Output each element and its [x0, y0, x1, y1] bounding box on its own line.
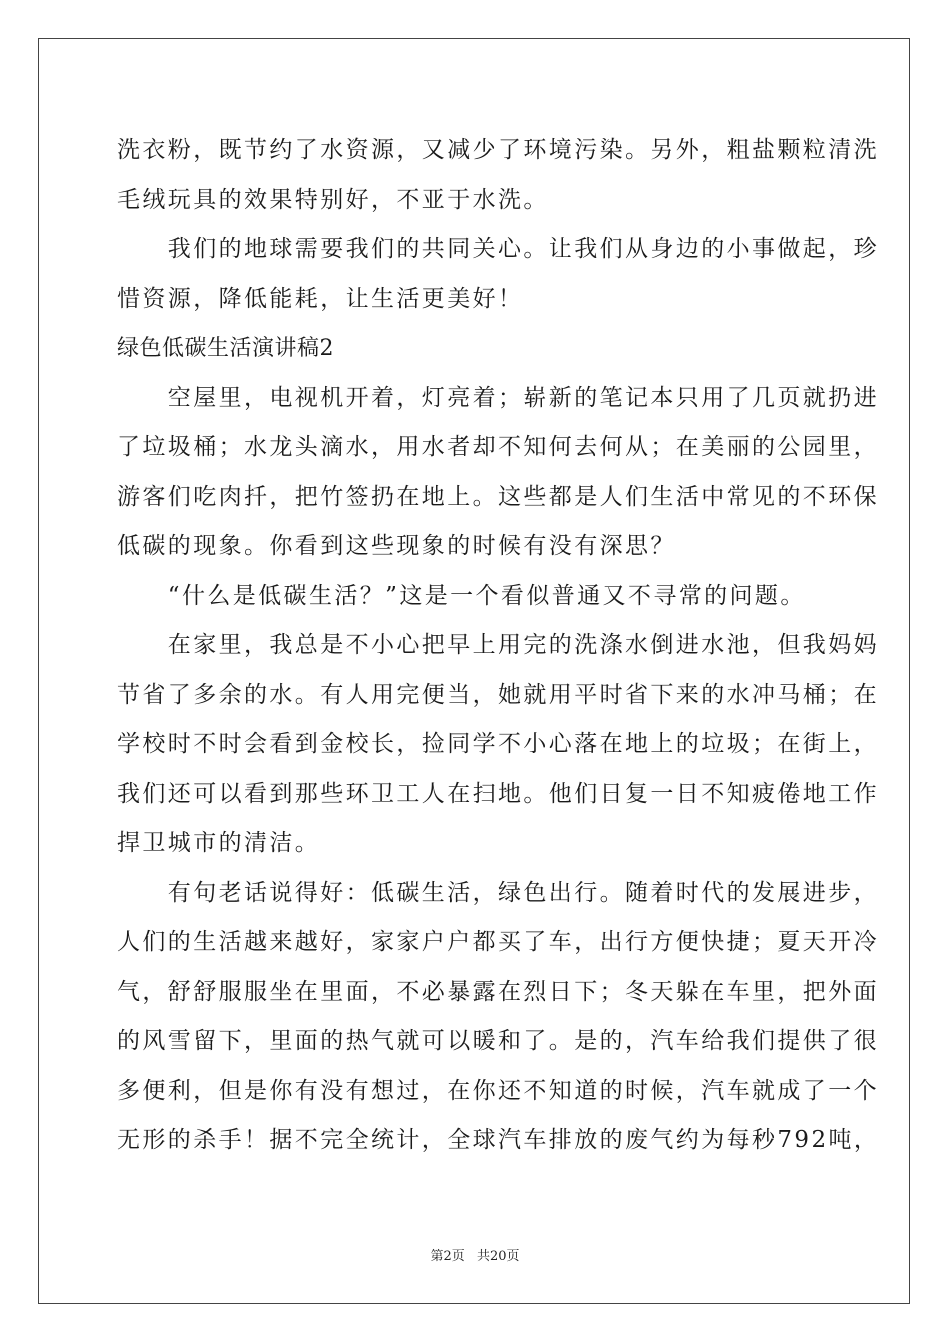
text-line: 毛绒玩具的效果特别好，不亚于水洗。 [117, 186, 549, 213]
text-line: 洗衣粉，既节约了水资源，又减少了环境污染。另外，粗盐颗粒清洗 [117, 137, 879, 163]
text-line: 捍卫城市的清洁。 [117, 830, 321, 856]
text-line: 空屋里，电视机开着，灯亮着；崭新的笔记本只用了几页就扔进 [117, 384, 879, 411]
text-line: 气，舒舒服服坐在里面，不必暴露在烈日下；冬天躲在车里，把外面 [117, 978, 879, 1005]
text-line: 在家里，我总是不小心把早上用完的洗涤水倒进水池，但我妈妈 [117, 632, 879, 658]
text-line: 低碳的现象。你看到这些现象的时候有没有深思？ [117, 533, 676, 559]
page-footer [0, 1245, 950, 1264]
text-line: 我们的地球需要我们的共同关心。让我们从身边的小事做起，珍 [117, 236, 879, 262]
text-line: 无形的杀手！据不完全统计，全球汽车排放的废气约为每秒792吨， [117, 1127, 880, 1153]
text-line: 有句老话说得好：低碳生活，绿色出行。随着时代的发展进步， [117, 879, 879, 906]
page-number: 第2页 [430, 1249, 465, 1264]
text-line: 人们的生活越来越好，家家户户都买了车，出行方便快捷；夏天开冷 [117, 929, 879, 955]
text-line: 多便利，但是你有没有想过，在你还不知道的时候，汽车就成了一个 [117, 1077, 879, 1104]
text-line: 惜资源，降低能耗，让生活更美好！ [117, 285, 524, 312]
text-line: 的风雪留下，里面的热气就可以暖和了。是的，汽车给我们提供了很 [117, 1028, 879, 1054]
text-line: 我们还可以看到那些环卫工人在扫地。他们日复一日不知疲倦地工作 [117, 780, 879, 807]
text-line: “什么是低碳生活？”这是一个看似普通又不寻常的问题。 [117, 582, 806, 609]
document-body [117, 126, 880, 1166]
text-line: 学校时不时会看到金校长，捡同学不小心落在地上的垃圾；在街上， [117, 731, 879, 757]
text-line: 节省了多余的水。有人用完便当，她就用平时省下来的水冲马桶；在 [117, 681, 879, 708]
text-line: 了垃圾桶；水龙头滴水，用水者却不知何去何从；在美丽的公园里， [117, 434, 879, 460]
section-heading: 绿色低碳生活演讲稿2 [117, 336, 334, 361]
page-total: 共20页 [476, 1249, 520, 1264]
text-line: 游客们吃肉扦，把竹签扔在地上。这些都是人们生活中常见的不环保 [117, 483, 879, 510]
